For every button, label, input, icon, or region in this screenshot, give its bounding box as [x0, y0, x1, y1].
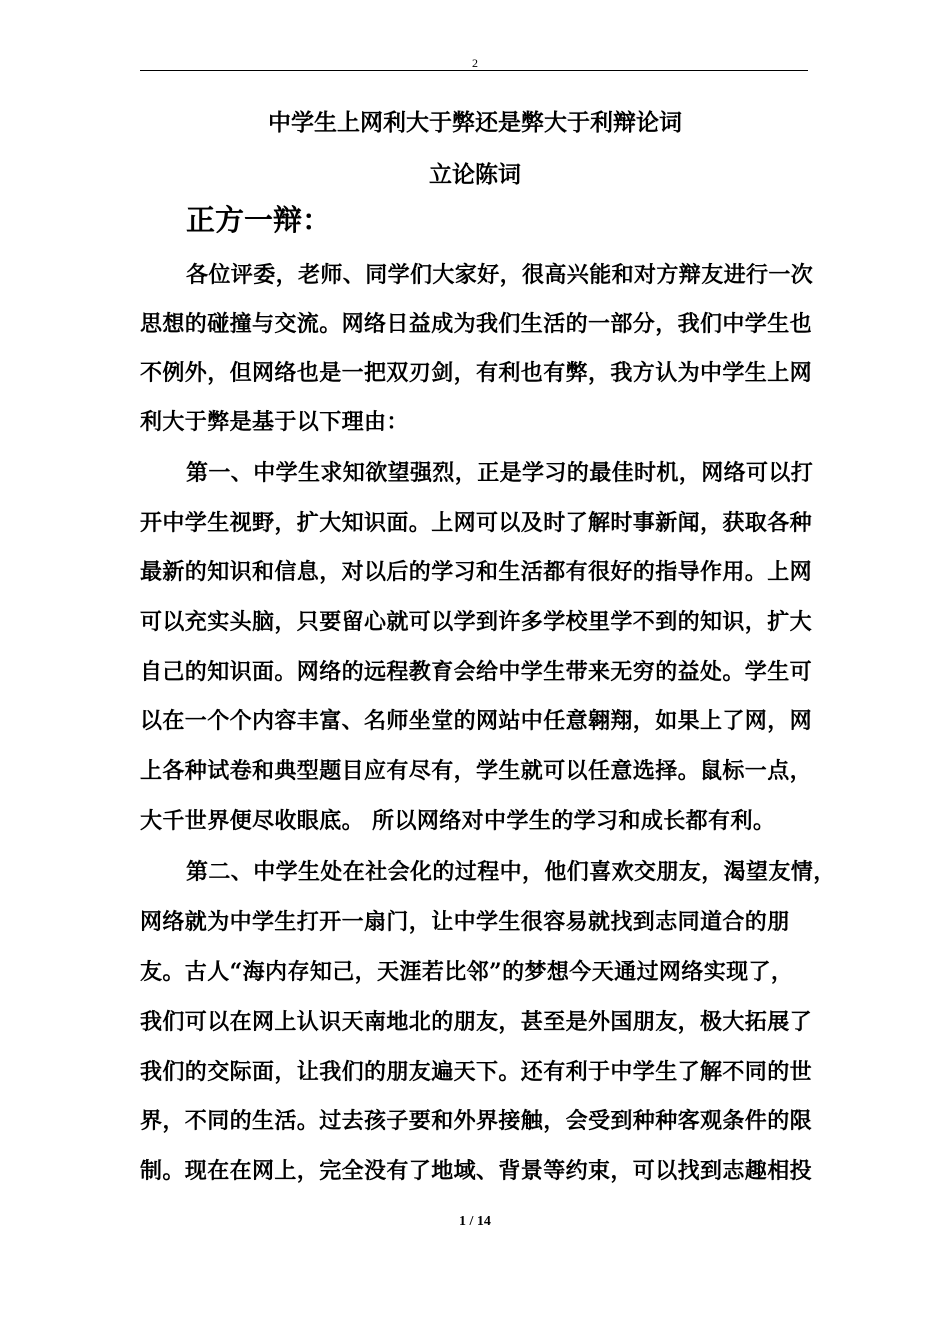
paragraph-line: 第一、中学生求知欲望强烈，正是学习的最佳时机，网络可以打	[186, 460, 814, 486]
header-divider	[140, 70, 808, 71]
paragraph-line: 第二、中学生处在社会化的过程中，他们喜欢交朋友，渴望友情，	[186, 859, 836, 885]
footer-pagination: 1 / 14	[459, 1214, 491, 1229]
header-page-number: 2	[472, 56, 478, 70]
document-subtitle: 立论陈词	[429, 161, 521, 188]
paragraph-line: 界，不同的生活。过去孩子要和外界接触，会受到种种客观条件的限	[140, 1108, 813, 1134]
paragraph-line: 以在一个个内容丰富、名师坐堂的网站中任意翱翔，如果上了网，网	[140, 708, 813, 734]
paragraph-line: 我们的交际面，让我们的朋友遍天下。还有利于中学生了解不同的世	[140, 1059, 813, 1085]
paragraph-line: 网络就为中学生打开一扇门，让中学生很容易就找到志同道合的朋	[140, 909, 790, 935]
paragraph-line: 友。古人“海内存知己，天涯若比邻”的梦想今天通过网络实现了，	[140, 959, 794, 985]
paragraph-line: 利大于弊是基于以下理由：	[140, 409, 409, 435]
paragraph-line: 我们可以在网上认识天南地北的朋友，甚至是外国朋友，极大拓展了	[140, 1009, 813, 1035]
paragraph-line: 最新的知识和信息，对以后的学习和生活都有很好的指导作用。上网	[140, 559, 813, 585]
paragraph-line: 制。现在在网上，完全没有了地域、背景等约束，可以找到志趣相投	[140, 1158, 813, 1184]
paragraph-line: 开中学生视野，扩大知识面。上网可以及时了解时事新闻，获取各种	[140, 510, 813, 536]
paragraph-line: 思想的碰撞与交流。网络日益成为我们生活的一部分，我们中学生也	[140, 311, 813, 337]
paragraph-line: 不例外，但网络也是一把双刃剑，有利也有弊，我方认为中学生上网	[140, 360, 813, 386]
paragraph-line: 各位评委，老师、同学们大家好，很高兴能和对方辩友进行一次	[186, 262, 814, 288]
speaker-heading: 正方一辩：	[186, 203, 332, 237]
paragraph-line: 上各种试卷和典型题目应有尽有，学生就可以任意选择。鼠标一点，	[140, 758, 813, 784]
paragraph-line: 大千世界便尽收眼底。 所以网络对中学生的学习和成长都有利。	[140, 808, 776, 834]
document-title: 中学生上网利大于弊还是弊大于利辩论词	[268, 109, 682, 136]
paragraph-line: 可以充实头脑，只要留心就可以学到许多学校里学不到的知识，扩大	[140, 609, 813, 635]
paragraph-line: 自己的知识面。网络的远程教育会给中学生带来无穷的益处。学生可	[140, 659, 813, 685]
